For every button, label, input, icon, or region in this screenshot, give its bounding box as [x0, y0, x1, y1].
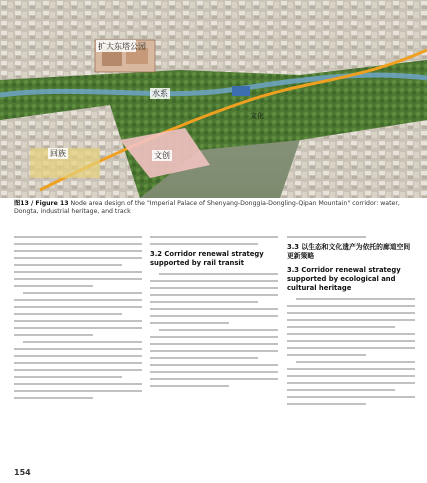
text-column-2 — [150, 236, 278, 392]
section-heading-3-3-zh: 3.3 以生态和文化遗产为依托的廊道空间更新策略 — [287, 242, 411, 260]
label-hui-street: 回族 — [50, 149, 66, 158]
label-culture: 文创 — [154, 151, 170, 160]
label-water: 水系 — [152, 89, 168, 98]
aerial-render — [0, 0, 427, 198]
section-heading-3-2: 3.2 Corridor renewal strategy supported by rail transit — [150, 249, 264, 267]
text-column-3 — [287, 236, 415, 410]
page-footer — [14, 468, 414, 478]
text-column-1 — [14, 236, 142, 404]
section-heading-3-3: 3.3 Corridor renewal strategy supported by ecological and cultural heritage — [287, 265, 401, 292]
page-number: 154 — [14, 468, 31, 477]
caption-text-en: Node area design of the "Imperial Palace of Shenyang-Donggia-Dongling-Qipan Mountain" corridor: water, Dongta, industrial heritage, and track — [14, 200, 400, 215]
station-block — [232, 86, 250, 96]
label-palace: 扩大东塔公园 — [98, 42, 146, 51]
figure-number: 图13 / Figure 13 — [14, 200, 69, 207]
label-tag-right: 文化 — [250, 112, 264, 120]
aerial-figure — [0, 0, 427, 198]
figure-caption — [14, 200, 414, 216]
